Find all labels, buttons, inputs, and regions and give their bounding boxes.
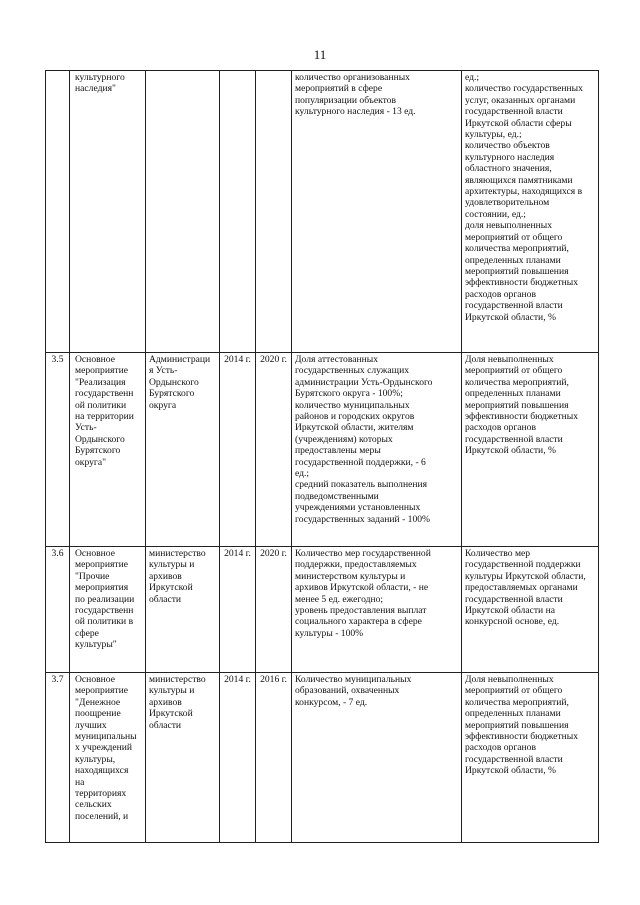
outcomes: Доля невыполненных мероприятий от общего количества мероприятий, определенных планами мероприятий повышения эффективности бюджетных расходов органов государственной власти Иркутской области, % xyxy=(462,673,599,843)
row-number: 3.7 xyxy=(46,673,70,843)
outcomes: ед.; количество государственных услуг, оказанных органами государственной власти Иркутской области сферы культуры, ед.; количество объектов культурного наследия областного значения, являющихся памятниками архитектуры, находящихся в удовлетворительном состоянии, ед.; доля невыполненных мероприятий от общего количества мероприятий, определенных планами мероприятий повышения эффективности бюджетных расходов органов государственной власти Иркутской области, % xyxy=(462,71,599,353)
start-year: 2014 г. xyxy=(220,673,256,843)
program-table xyxy=(45,70,599,843)
executor xyxy=(146,71,220,353)
activity-name: Основное мероприятие "Реализация государственн ой политики на территории Усть- Ордынского Бурятского округа" xyxy=(70,353,146,547)
start-year xyxy=(220,71,256,353)
row-number: 3.6 xyxy=(46,547,70,673)
indicators: Доля аттестованных государственных служащих администрации Усть-Ордынского Бурятского округа - 100%; количество муниципальных районов и городских округов Иркутской области, жителям (учреждениям) которых предоставлены меры государственной поддержки, - 6 ед.; средний показатель выполнения подведомственными учреждениями установленных государственных заданий - 100% xyxy=(292,353,462,547)
table-row xyxy=(46,71,599,353)
indicators: Количество муниципальных образований, охваченных конкурсом, - 7 ед. xyxy=(292,673,462,843)
row-number: 3.5 xyxy=(46,353,70,547)
activity-name: Основное мероприятие "Денежное поощрение лучших муниципальны х учреждений культуры, находящихся на территориях сельских поселений, и xyxy=(70,673,146,843)
table-row xyxy=(46,673,599,843)
end-year: 2020 г. xyxy=(256,547,292,673)
activity-name: культурного наследия" xyxy=(70,71,146,353)
start-year: 2014 г. xyxy=(220,353,256,547)
start-year: 2014 г. xyxy=(220,547,256,673)
outcomes: Доля невыполненных мероприятий от общего количества мероприятий, определенных планами мероприятий повышения эффективности бюджетных расходов органов государственной власти Иркутской области, % xyxy=(462,353,599,547)
table-row xyxy=(46,547,599,673)
end-year xyxy=(256,71,292,353)
indicators: Количество мер государственной поддержки, предоставляемых министерством культуры и архивов Иркутской области, - не менее 5 ед. ежегодно; уровень предоставления выплат социального характера в сфере культуры - 100% xyxy=(292,547,462,673)
page-number: 11 xyxy=(313,47,327,62)
end-year: 2020 г. xyxy=(256,353,292,547)
activity-name: Основное мероприятие "Прочие мероприятия по реализации государственн ой политики в сфере культуры" xyxy=(70,547,146,673)
executor: Администраци я Усть- Ордынского Бурятского округа xyxy=(146,353,220,547)
outcomes: Количество мер государственной поддержки культуры Иркутской области, предоставляемых органами государственной власти Иркутской области на конкурсной основе, ед. xyxy=(462,547,599,673)
executor: министерство культуры и архивов Иркутской области xyxy=(146,547,220,673)
executor: министерство культуры и архивов Иркутской области xyxy=(146,673,220,843)
row-number xyxy=(46,71,70,353)
table-row xyxy=(46,353,599,547)
end-year: 2016 г. xyxy=(256,673,292,843)
indicators: количество организованных мероприятий в сфере популяризации объектов культурного наследия - 13 ед. xyxy=(292,71,462,353)
